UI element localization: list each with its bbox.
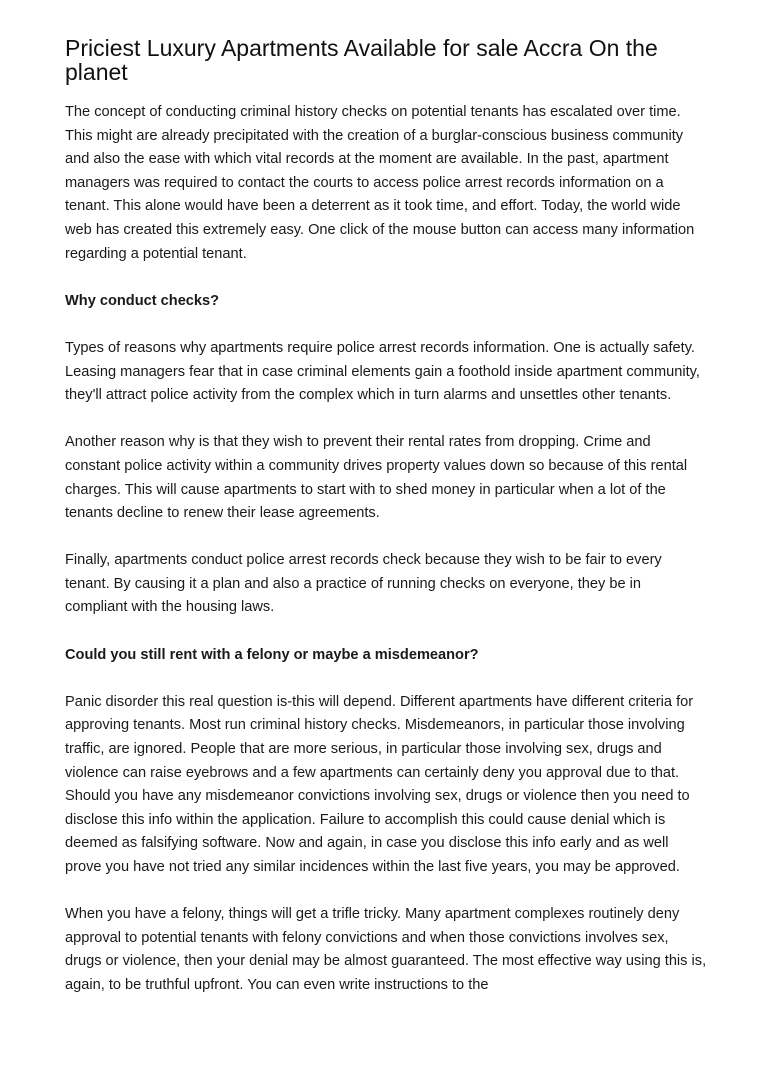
paragraph-intro: The concept of conducting criminal history checks on potential tenants has escalated over time. This might are already precipitated with the creation of a burglar-conscious business community and also the ease with which vital records at the moment are available. In the past, apartment managers was required to contact the courts to access police arrest records information on a tenant. This alone would have been a deterrent as it took time, and effort. Today, the world wide web has created this extremely easy. One click of the mouse button can access many information regarding a potential tenant. <box>65 104 695 262</box>
paragraph-felony: When you have a felony, things will get a trifle tricky. Many apartment complexes routinely deny approval to potential tenants with felony convictions and when those convictions involves sex, drugs or violence, then your denial may be almost guaranteed. The most effective way using this is, again, to be truthful upfront. You can even write instructions to the <box>65 906 707 993</box>
section-heading-why-checks: Why conduct checks? <box>65 292 220 309</box>
paragraph-reasons: Types of reasons why apartments require police arrest records information. One is actually safety. Leasing managers fear that in case criminal elements gain a foothold inside apartment community, they'll attract police activity from the complex which in turn alarms and unsettles other tenants. <box>65 339 700 404</box>
paragraph-rental-rates: Another reason why is that they wish to prevent their rental rates from dropping. Crime and constant police activity within a community drives property values down so because of this rental charges. This will cause apartments to start with to shed money in particular when a lot of the tenants decline to renew their lease agreements. <box>65 434 688 522</box>
section-heading-felony: Could you still rent with a felony or maybe a misdemeanor? <box>65 646 479 663</box>
document-page <box>65 36 707 1021</box>
paragraph-misdemeanor: Panic disorder this real question is-this will depend. Different apartments have different criteria for approving tenants. Most run criminal history checks. Misdemeanors, in particular those involving traffic, are ignored. People that are more serious, in particular those involving sex, drugs and violence can raise eyebrows and a few apartments can certainly deny you approval due to that. Should you have any misdemeanor convictions involving sex, drugs or violence then you need to disclose this info within the application. Failure to accomplish this could cause denial which is deemed as falsifying software. Now and again, in case you disclose this info early and as well prove you have not tried any similar incidences within the last five years, you may be approved. <box>65 693 694 875</box>
document-title: Priciest Luxury Apartments Available for sale Accra On the planet <box>65 35 658 85</box>
paragraph-fairness: Finally, apartments conduct police arrest records check because they wish to be fair to every tenant. By causing it a plan and also a practice of running checks on everyone, they be in compliant with the housing laws. <box>65 552 662 616</box>
